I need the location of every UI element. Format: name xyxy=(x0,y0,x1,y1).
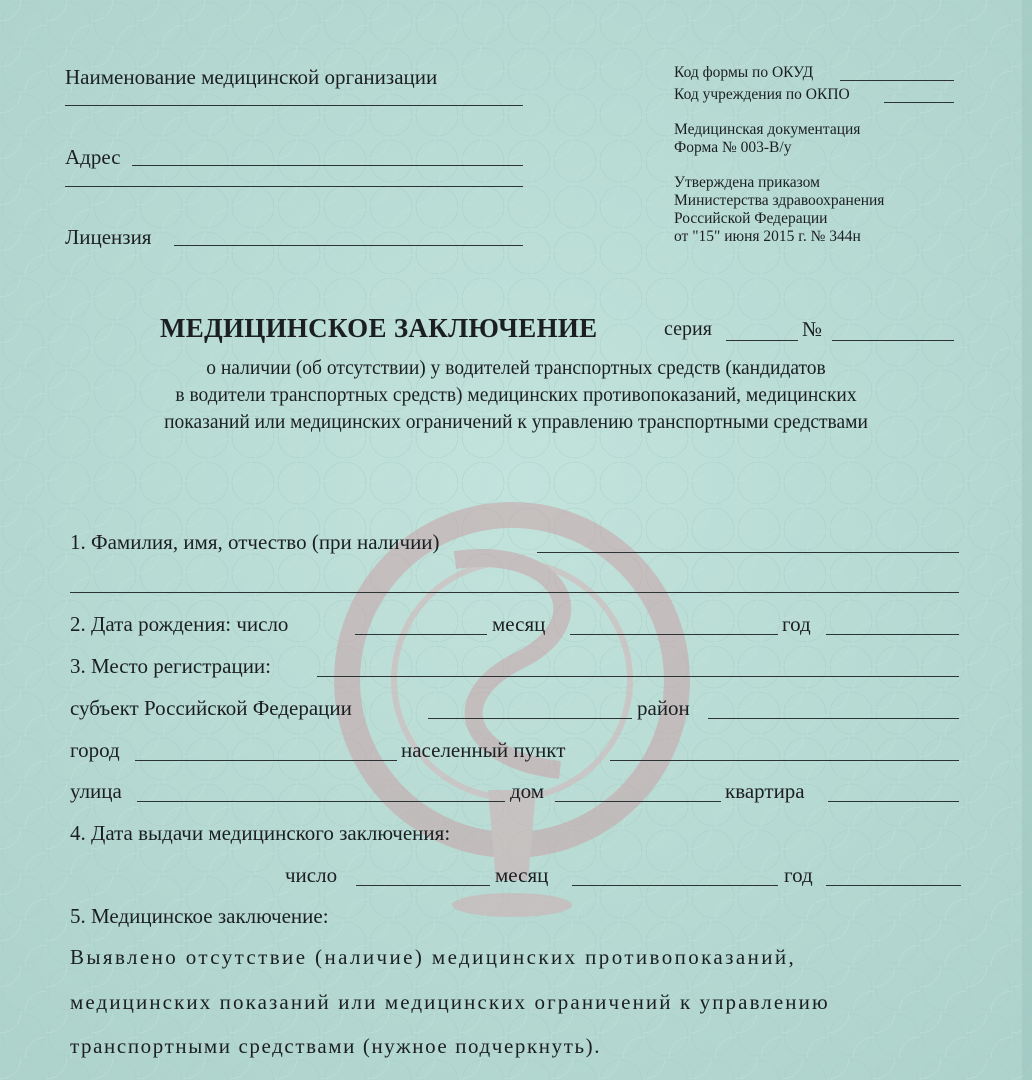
subtitle-line-1: о наличии (об отсутствии) у водителей транспортных средств (кандидатов xyxy=(206,358,826,379)
conclusion-line-2: медицинских показаний или медицинских ограничений к управлению xyxy=(70,990,830,1014)
issue-month-label: месяц xyxy=(495,863,549,887)
form-number: Форма № 003-В/у xyxy=(674,139,792,156)
okud-field[interactable] xyxy=(840,63,954,81)
subtitle-line-2: в водители транспортных средств) медицинских противопоказаний, медицинских xyxy=(175,385,857,406)
birth-day-field[interactable] xyxy=(355,612,487,635)
number-label: № xyxy=(802,317,823,341)
issue-month-field[interactable] xyxy=(572,863,778,886)
subject-label: субъект Российской Федерации xyxy=(70,696,352,720)
approved-line-2: Министерства здравоохранения xyxy=(674,192,885,209)
approved-line-1: Утверждена приказом xyxy=(674,174,820,191)
settlement-field[interactable] xyxy=(610,738,959,761)
license-label: Лицензия xyxy=(65,225,152,249)
city-field[interactable] xyxy=(135,738,397,761)
birth-year-label: год xyxy=(782,612,811,636)
issue-day-label: число xyxy=(285,863,338,887)
house-label: дом xyxy=(510,779,545,803)
series-label: серия xyxy=(664,318,712,340)
issue-date-label: 4. Дата выдачи медицинского заключения: xyxy=(70,821,451,845)
fio-field-2[interactable] xyxy=(70,570,959,593)
address-field[interactable] xyxy=(132,145,523,166)
house-field[interactable] xyxy=(555,779,721,802)
street-field[interactable] xyxy=(137,779,505,802)
issue-year-label: год xyxy=(784,863,813,887)
birth-month-field[interactable] xyxy=(570,612,778,635)
settlement-label: населенный пункт xyxy=(401,738,566,762)
apartment-field[interactable] xyxy=(828,779,959,802)
org-name-label: Наименование медицинской организации xyxy=(65,65,438,89)
conclusion-line-3: транспортными средствами (нужное подчеркнуть). xyxy=(70,1034,602,1058)
fio-field[interactable] xyxy=(537,530,959,553)
doc-type: Медицинская документация xyxy=(674,121,861,138)
series-field[interactable] xyxy=(726,318,798,341)
okud-label: Код формы по ОКУД xyxy=(674,64,814,81)
approved-line-4: от "15" июня 2015 г. № 344н xyxy=(674,228,861,245)
number-field[interactable] xyxy=(832,318,954,341)
apartment-label: квартира xyxy=(725,779,805,803)
registration-field[interactable] xyxy=(317,654,959,677)
birth-year-field[interactable] xyxy=(826,612,959,635)
address-label: Адрес xyxy=(65,145,121,169)
document-title: МЕДИЦИНСКОЕ ЗАКЛЮЧЕНИЕ xyxy=(160,313,598,343)
city-label: город xyxy=(70,738,120,762)
approved-line-3: Российской Федерации xyxy=(674,210,828,227)
license-field[interactable] xyxy=(174,225,523,246)
district-label: район xyxy=(637,696,690,720)
fio-label: 1. Фамилия, имя, отчество (при наличии) xyxy=(70,530,440,554)
subtitle-line-3: показаний или медицинских ограничений к управлению транспортными средствами xyxy=(164,412,868,433)
org-name-field[interactable] xyxy=(65,105,523,106)
address-field-2[interactable] xyxy=(65,186,523,187)
birth-date-label: 2. Дата рождения: число xyxy=(70,612,289,636)
okpo-field[interactable] xyxy=(884,85,954,103)
okpo-label: Код учреждения по ОКПО xyxy=(674,86,850,103)
conclusion-line-1: Выявлено отсутствие (наличие) медицинских противопоказаний, xyxy=(70,945,797,969)
street-label: улица xyxy=(70,779,122,803)
subject-field[interactable] xyxy=(428,696,632,719)
issue-year-field[interactable] xyxy=(826,863,961,886)
conclusion-label: 5. Медицинское заключение: xyxy=(70,904,329,928)
registration-label: 3. Место регистрации: xyxy=(70,654,272,678)
issue-day-field[interactable] xyxy=(356,863,490,886)
birth-month-label: месяц xyxy=(492,612,546,636)
district-field[interactable] xyxy=(708,696,959,719)
